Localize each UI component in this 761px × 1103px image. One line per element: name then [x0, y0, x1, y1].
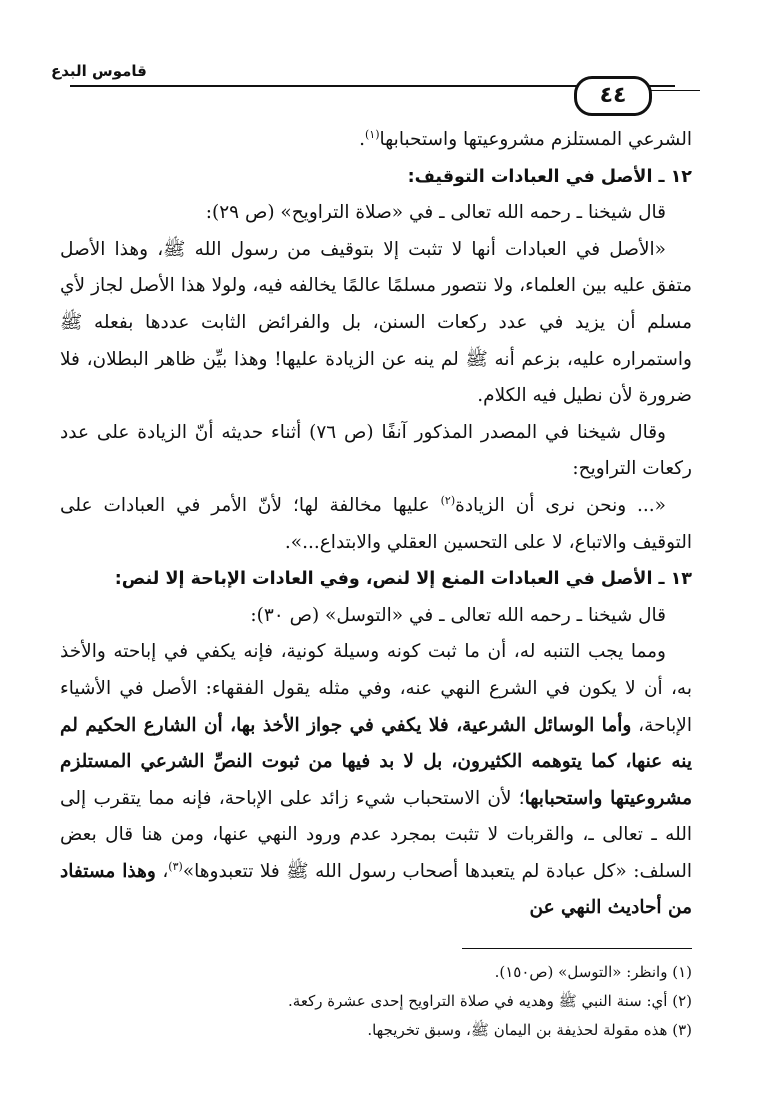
- book-title: قاموس البدع: [51, 62, 147, 80]
- footnotes: [100, 958, 692, 1045]
- page-number: ٤٤: [574, 76, 652, 116]
- bold-text: وهذا مستفاد من أحاديث النهي عن: [60, 860, 692, 919]
- footnote-3: (٣) هذه مقولة لحذيفة بن اليمان ﷺ، وسبق تخريجها.: [367, 1021, 692, 1039]
- footnote-ref-1: (١): [364, 127, 380, 141]
- main-text: [60, 122, 692, 927]
- footnote-ref-2: (٢): [440, 493, 456, 507]
- bold-text: وأما الوسائل الشرعية، فلا يكفي في جواز الأخذ بها، أن الشارع الحكيم لم ينه عنها، كما يتوهمه الكثيرون، بل لا بد فيها من ثبوت النصِّ الشرعي المستلزم مشروعيتها واستحبابها: [60, 714, 692, 809]
- citation-line-2: قال شيخنا ـ رحمه الله تعالى ـ في «التوسل» (ص ٣٠):: [250, 604, 666, 626]
- paragraph-continuation: [60, 122, 692, 159]
- paragraph-text: «... ونحن نرى أن الزيادة: [455, 494, 667, 516]
- quote-paragraph: «الأصل في العبادات أنها لا تثبت إلا بتوقيف من رسول الله ﷺ، وهذا الأصل متفق عليه بين العلماء، ولا نتصور مسلمًا عالمًا يخالفه فيه، ولولا هذا الأصل لجاز لأي مسلم أن يزيد في عدد ركعات السنن، بل والفرائض الثابت عددها بفعله ﷺ واستمراره عليه، بزعم أنه ﷺ لم ينه عن الزيادة عليها! وهذا بيِّن ظاهر البطلان، فلا ضرورة لأن نطيل فيه الكلام.: [60, 238, 692, 407]
- quote-paragraph-2: [60, 488, 692, 561]
- paragraph: وقال شيخنا في المصدر المذكور آنفًا (ص ٧٦) أثناء حديثه أنّ الزيادة على عدد ركعات التراويح:: [60, 421, 692, 480]
- quote-paragraph-3: [60, 634, 692, 927]
- footnote-ref-3: (٣): [168, 859, 183, 873]
- paragraph-text: الشرعي المستلزم مشروعيتها واستحبابها: [379, 129, 692, 150]
- paragraph-text: ؛ لأن الاستحباب شيء زائد على الإباحة، فإنه مما يتقرب إلى الله ـ تعالى ـ، والقربات لا تثبت بمجرد عدم ورود النهي عنها، ومن هنا قال بعض السلف: «كل عبادة لم يتعبدها أصحاب رسول الله ﷺ فلا تتعبدوها»: [60, 787, 692, 882]
- paragraph-end: .: [359, 129, 365, 150]
- footnote-rule: [462, 948, 692, 949]
- footnote-2: (٢) أي: سنة النبي ﷺ وهديه في صلاة التراويح إحدى عشرة ركعة.: [288, 992, 692, 1010]
- section-heading-12: ١٢ ـ الأصل في العبادات التوقيف:: [407, 166, 692, 187]
- footnote-1: (١) وانظر: «التوسل» (ص١٥٠).: [494, 963, 692, 981]
- section-heading-13: ١٣ ـ الأصل في العبادات المنع إلا لنص، وفي العادات الإباحة إلا لنص:: [114, 569, 692, 590]
- paragraph-text: ومما يجب التنبه له، أن ما ثبت كونه وسيلة كونية، فإنه يكفي في إباحته والأخذ به، أن لا يكون في الشرع النهي عنه، وفي مثله يقول الفقهاء: الأصل في الأشياء الإباحة،: [60, 641, 692, 736]
- paragraph-text: ،: [155, 860, 169, 882]
- paragraph-text: عليها مخالفة لها؛ لأنّ الأمر في العبادات على التوقيف والاتباع، لا على التحسين العقلي والابتداع...».: [60, 494, 692, 553]
- citation-line: قال شيخنا ـ رحمه الله تعالى ـ في «صلاة التراويح» (ص ٢٩):: [205, 202, 666, 224]
